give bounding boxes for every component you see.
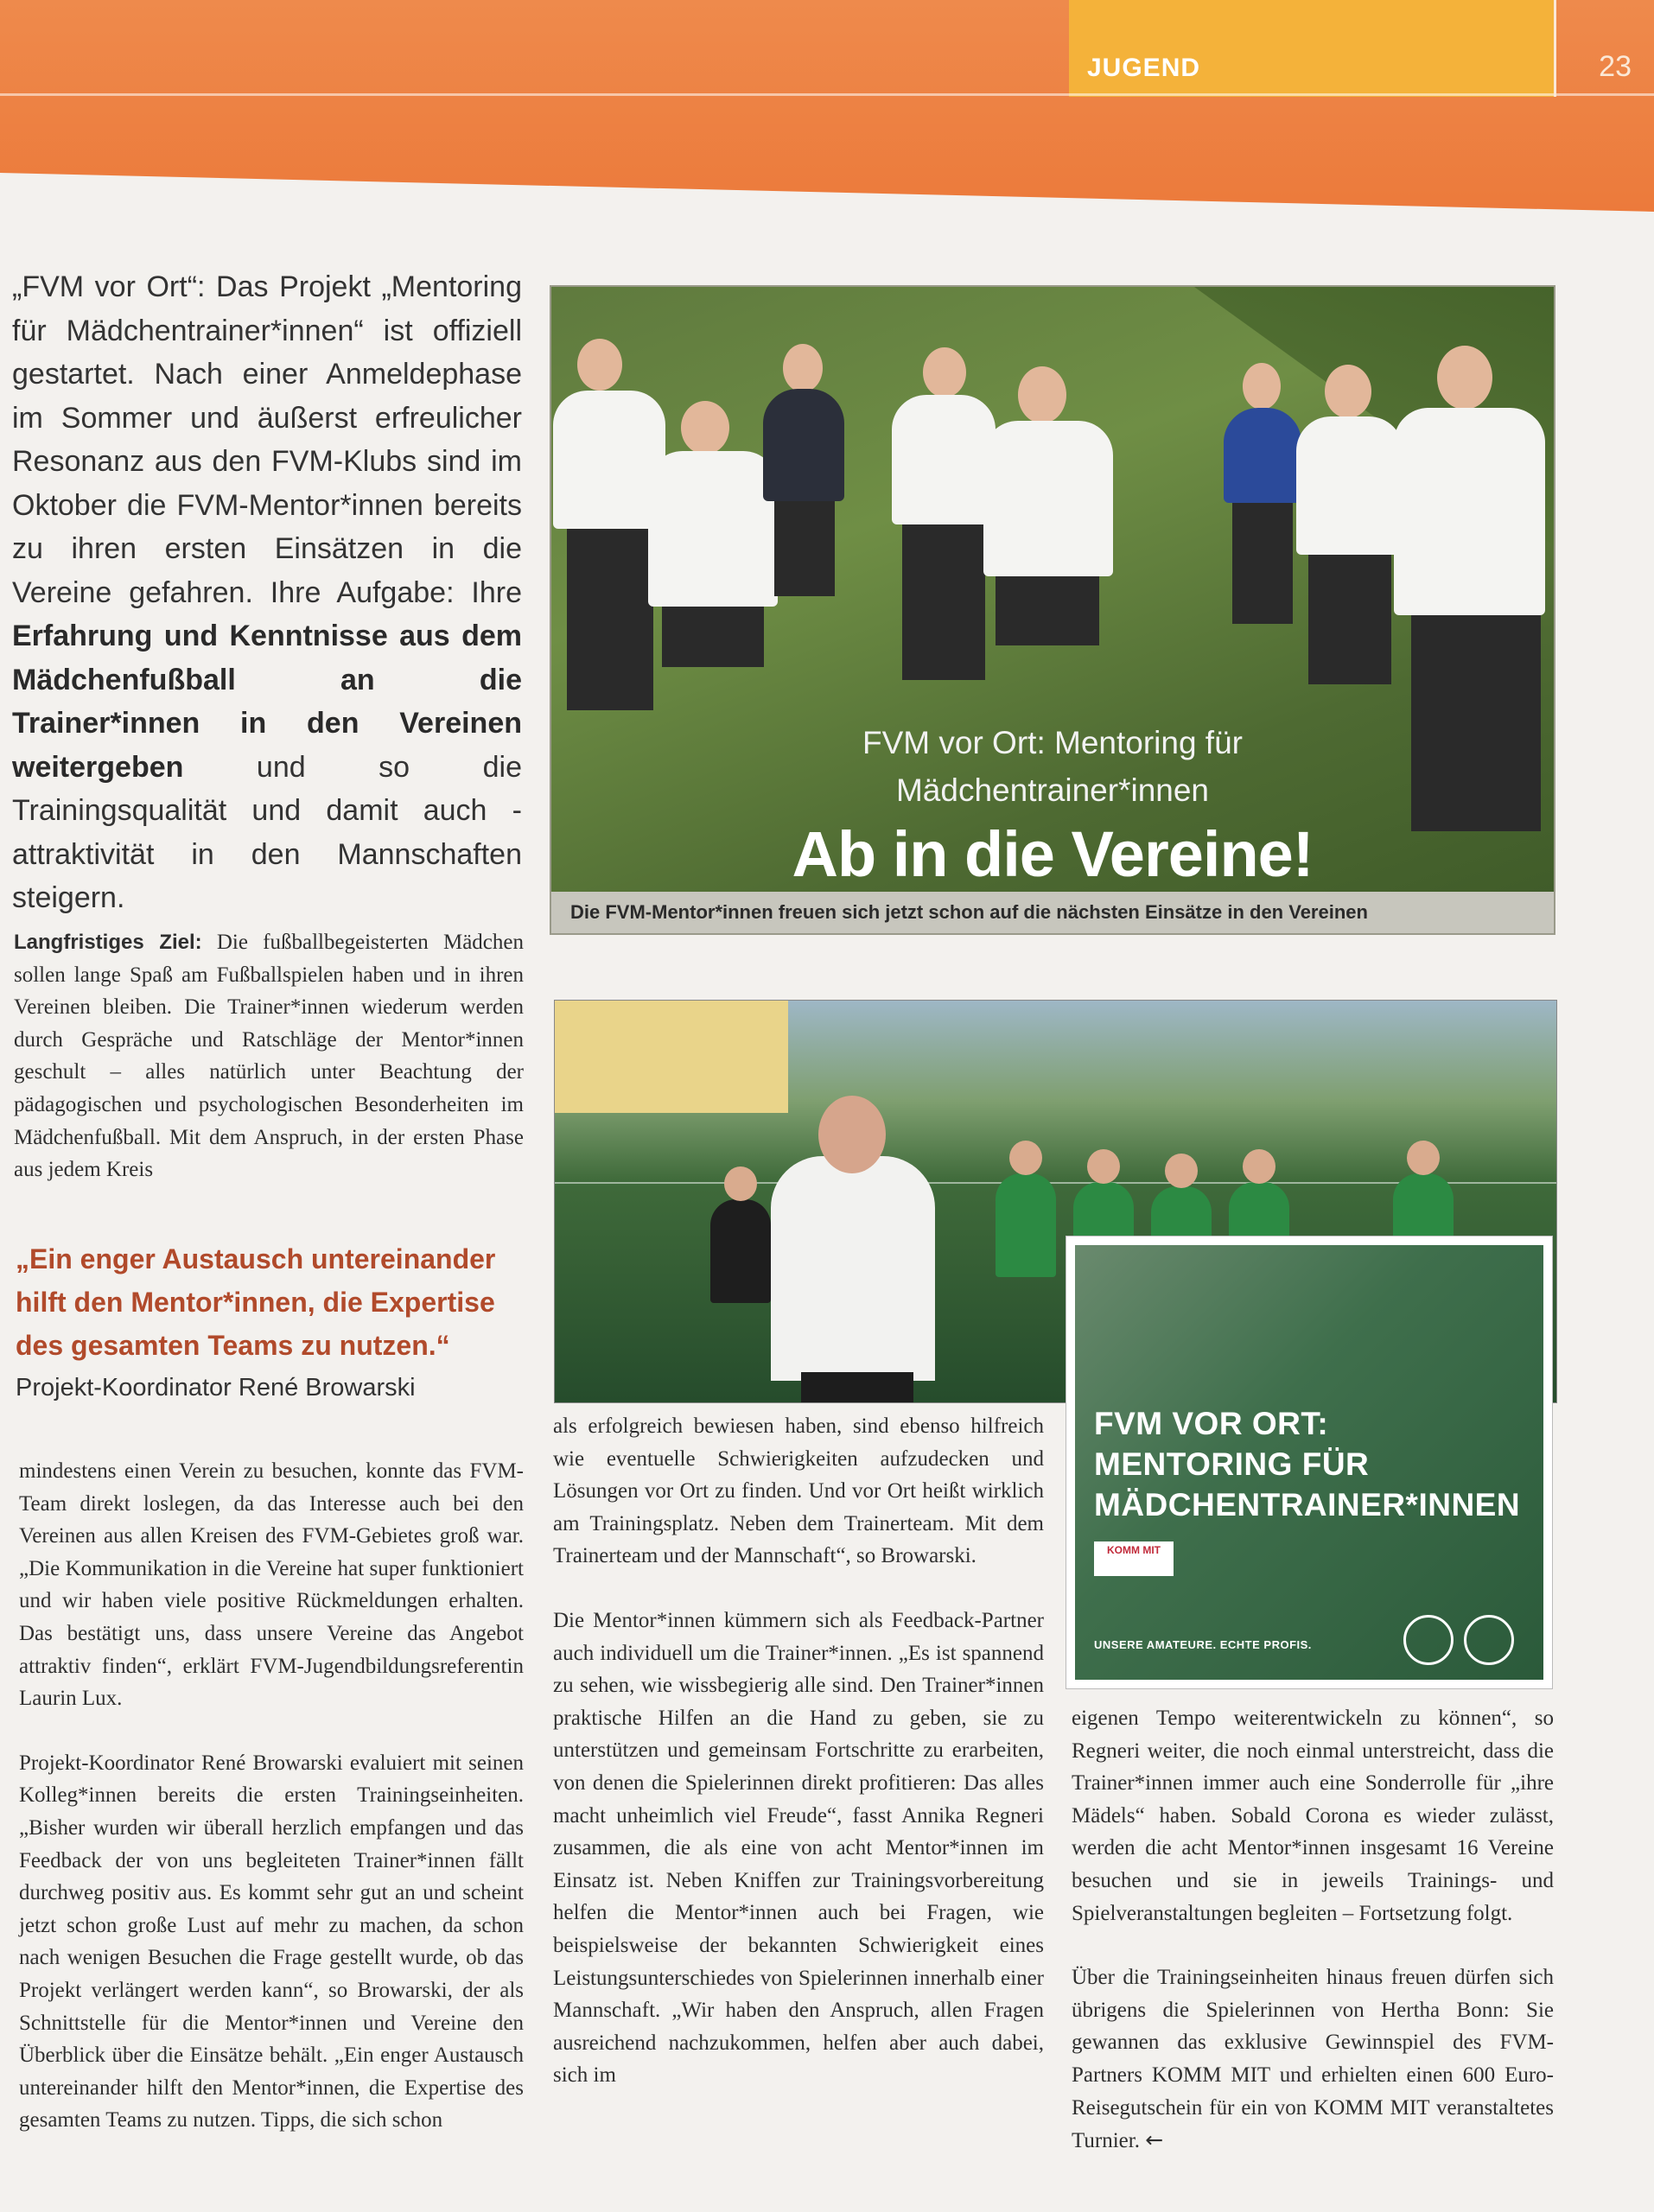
poster-image [1075, 1245, 1543, 1680]
col1-paragraph-2: Projekt-Koordinator René Browarski evaluiert mit seinen Kolleg*innen bereits die ersten Trainingseinheiten. „Bisher wurden wir überall herzlich empfangen und das Feedback der von uns begleiteten Trainer*innen fällt durchweg positiv aus. Es kommt sehr gut an und scheint jetzt schon große Lust auf mehr zu machen, da schon nach wenigen Besuchen die Frage gestellt wurde, ob das Projekt verlängert werden kann“, so Browarski, der als Schnittstelle für die Mentor*innen und Vereine den Überblick über die Einsätze behält. „Ein enger Austausch untereinander hilft den Mentor*innen, die Expertise des gesamten Teams zu nutzen. Tipps, die sich schon [19, 1751, 524, 2133]
person-legs [567, 529, 653, 710]
col3-paragraph-2 [1072, 1961, 1554, 2158]
lead-text: Die fußballbegeisterten Mädchen sollen lange Spaß am Fußballspielen haben und in ihren Vereinen bleiben. Die Trainer*innen wiederum werden durch Gespräche und Ratschläge der Mentor*innen geschult – alles natürlich unter Beachtung der pädagogischen und psychologischen Besonderheiten im Mädchenfußball. Mit dem Anspruch, in der ersten Phase aus jedem Kreis [14, 931, 524, 1182]
goalkeeper-figure [710, 1199, 771, 1303]
column-1 [19, 1455, 524, 2169]
lead-paragraph [14, 926, 524, 1218]
coach-figure [771, 1156, 935, 1381]
player-head [1087, 1149, 1120, 1184]
player-head [1407, 1141, 1440, 1175]
player-head [1165, 1154, 1198, 1188]
col1-paragraph-1: mindestens einen Verein zu besuchen, konnte das FVM-Team direkt loslegen, da das Interesse auch bei den Vereinen aus allen Kreisen des FVM-Gebietes groß war. „Die Kommunikation in die Vereine hat super funktioniert und wir haben viele positive Rückmeldungen erhalten. Das bestätigt uns, dass unsere Vereine das Angebot attraktiv finden“, erklärt FVM-Jugendbildungsreferentin Laurin Lux. [19, 1459, 524, 1711]
player-head [724, 1166, 757, 1201]
person-head [1325, 365, 1371, 418]
person-head [577, 339, 622, 391]
dfb-emblem-icon [1464, 1615, 1514, 1665]
person-head [1243, 363, 1281, 410]
campaign-poster [1066, 1236, 1553, 1689]
player-head [1243, 1149, 1275, 1184]
komm-mit-logo: KOMM MIT [1094, 1541, 1174, 1576]
group-photo [550, 285, 1555, 935]
pull-quote: „Ein enger Austausch untereinander hilft den Mentor*innen, die Expertise des gesamten Teams zu nutzen.“ [16, 1243, 496, 1361]
person-legs [662, 607, 764, 667]
coach-legs [801, 1372, 913, 1403]
person-shirt [892, 395, 996, 524]
poster-title-line3: MÄDCHENTRAINER*INNEN [1094, 1487, 1521, 1522]
section-label: JUGEND [1087, 54, 1201, 82]
person-shirt [983, 421, 1113, 576]
photo-caption: Die FVM-Mentor*innen freuen sich jetzt schon auf die nächsten Einsätze in den Vereinen [551, 892, 1554, 933]
person-shirt [648, 451, 778, 607]
intro-paragraph [12, 265, 522, 920]
person-legs [1308, 555, 1391, 684]
intro-text-2: und so die Trainingsqualität und damit auch -attraktivität in den Mannschaften steigern. [12, 750, 522, 914]
lead-label: Langfristiges Ziel: [14, 931, 202, 954]
poster-title [1094, 1403, 1543, 1525]
col2-paragraph-2: Die Mentor*innen kümmern sich als Feedback-Partner auch individuell um die Trainer*innen. „Es ist spannend zu sehen, wie wissbegierig alle sind. Den Trainer*innen praktische Hilfen an die Hand zu geben, sie zu unterstützen und gemeinsam Fortschritte zu erarbeiten, von denen die Spielerinnen direkt profitieren: Das alles macht unheimlich viel Freude“, fasst Annika Regneri zusammen, die als eine von acht Mentor*innen im Einsatz ist. Neben Kniffen zur Trainingsvorbereitung helfen die Mentor*innen auch bei Fragen, wie beispielsweise der bekannten Schwierigkeit eines Leistungsunterschiedes von Spielerinnen innerhalb einer Mannschaft. „Wir haben den Anspruch, allen Fragen ausreichend nachzukommen, helfen aber auch dabei, sich im [553, 1608, 1044, 2088]
page-number: 23 [1599, 50, 1632, 83]
col2-paragraph-1: als erfolgreich bewiesen haben, sind ebenso hilfreich wie eventuelle Schwierigkeiten aufzudecken und Lösungen vor Ort zu finden. Und vor Ort heißt wirklich am Trainingsplatz. Neben dem Trainerteam. Mit dem Trainerteam und der Mannschaft“, so Browarski. [553, 1414, 1044, 1568]
column-3 [1072, 1702, 1554, 2190]
poster-footer: UNSERE AMATEURE. ECHTE PROFIS. [1094, 1638, 1312, 1651]
person-legs [902, 524, 985, 680]
player-head [1009, 1141, 1042, 1175]
end-mark-icon: ← [1145, 2127, 1164, 2153]
header-curve [0, 173, 1654, 212]
fvm-emblem-icon [1403, 1615, 1454, 1665]
person-legs [996, 576, 1099, 645]
poster-title-line2: MENTORING FÜR [1094, 1446, 1370, 1482]
person-head [1437, 346, 1492, 410]
intro-text-1: „FVM vor Ort“: Das Projekt „Mentoring für Mädchentrainer*innen“ ist offiziell gestartet. Nach einer Anmeldephase im Sommer und äußerst erfreulicher Resonanz aus den FVM-Klubs sind im Oktober die FVM-Mentor*innen bereits zu ihren ersten Einsätzen in die Vereine gefahren. Ihre Aufgabe: Ihre [12, 270, 522, 609]
coach-head [818, 1096, 886, 1173]
person-head [923, 347, 966, 397]
photo-subtitle-line1: FVM vor Ort: Mentoring für [862, 725, 1243, 760]
col3-paragraph-1: eigenen Tempo weiterentwickeln zu können“, so Regneri weiter, die noch einmal unterstreicht, dass die Trainer*innen immer auch eine Sonderrolle für „ihre Mädels“ haben. Sobald Corona es wieder zulässt, werden die acht Mentor*innen insgesamt 16 Vereine besuchen und sie in jeweils Trainings- und Spielveranstaltungen begleiten – Fortsetzung folgt. [1072, 1707, 1554, 1925]
person-shirt [1296, 416, 1403, 555]
column-2 [553, 1410, 1044, 2124]
col3-paragraph-2-text: Über die Trainingseinheiten hinaus freuen dürfen sich übrigens die Spielerinnen von Hertha Bonn: Sie gewannen das exklusive Gewinnspiel des FVM-Partners KOMM MIT und erhielten einen 600 Euro-Reisegutschein für ein von KOMM MIT veranstaltetes Turnier. [1072, 1966, 1554, 2153]
person-head [1018, 366, 1066, 423]
intro-bold: Erfahrung und Kenntnisse aus dem Mädchenfußball an die Trainer*innen in den Vereinen weitergeben [12, 620, 522, 784]
header-rule [0, 93, 1654, 96]
quote-attribution: Projekt-Koordinator René Browarski [16, 1374, 416, 1402]
player-figure [996, 1173, 1056, 1277]
person-shirt [1224, 408, 1301, 503]
person-head [681, 401, 729, 454]
person-shirt [1394, 408, 1545, 615]
person-head [783, 344, 823, 392]
photo-subtitle-line2: Mädchentrainer*innen [895, 772, 1209, 808]
photo-headline: Ab in die Vereine! [792, 818, 1314, 890]
person-shirt [763, 389, 844, 501]
photo-subtitle [551, 719, 1554, 814]
building-shape [555, 1001, 788, 1113]
person-legs [1232, 503, 1293, 624]
person-legs [774, 501, 835, 596]
poster-title-line1: FVM VOR ORT: [1094, 1406, 1329, 1441]
